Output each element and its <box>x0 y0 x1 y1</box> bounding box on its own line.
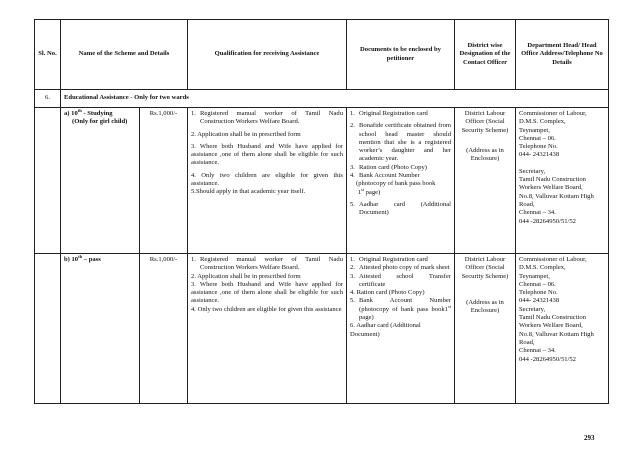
header-qualification: Qualification for receiving Assistance <box>188 20 347 90</box>
list-item: 5. Aadhar card (Additional Document) <box>350 200 451 217</box>
header-documents: Documents to be enclosed by petitioner <box>347 20 455 90</box>
header-district: District wise Designation of the Contact Officer <box>455 20 516 90</box>
district-officer-cell <box>455 254 516 404</box>
head-office-cell: Commissioner of Labour, D.M.S. Complex, Teynampet, Chennai – 06. Telephone No. 044- 24321438 Secretary, Tamil Nadu Construction Workers Welfare Board, No.8, Valluvar Kottam High Road, Chennai – 34. 044 -28264950/51/52 <box>516 108 609 254</box>
page-number: 293 <box>584 434 595 442</box>
list-item: 2. Application shall be in prescribed form <box>191 272 301 280</box>
qualification-cell <box>188 254 347 404</box>
header-head-office: Department Head/ Head Office Address/Telephone No Details <box>516 20 609 90</box>
scheme-name-suffix: – pass <box>82 256 101 263</box>
section-title: Educational Assistance - Only for two wards <box>61 90 609 108</box>
header-sl: Sl. No. <box>35 20 61 90</box>
superscript: th <box>78 253 83 259</box>
table-row <box>35 254 609 404</box>
amount-cell: Rs.1,000/- <box>140 254 188 404</box>
list-item: 4. Only two children are eligible for given this assistance. <box>191 171 343 188</box>
district-officer: District Labour Officer (Social Security Scheme) <box>461 110 509 134</box>
district-officer-cell <box>455 108 516 254</box>
head-office-cell: Commissioner of Labour, D.M.S. Complex, Teynampet, Chennai – 06. Telephone No. 044- 24321438 Secretary, Tamil Nadu Construction Workers Welfare Board, No.8, Valluvar Kottam High Road, Chennai – 34. 044 -28264950/51/52 <box>516 254 609 404</box>
list-item: 5.Should apply in that academic year itself. <box>191 188 306 196</box>
district-officer: District Labour Officer (Social Security Scheme) <box>461 256 509 280</box>
list-item: 5. Bank Account Number (photocopy of bank pass book1st page) <box>350 297 451 322</box>
list-item: 3. Attested school Transfer certificate <box>350 272 451 288</box>
address-note: (Address as in Enclosure) <box>466 298 504 315</box>
empty-cell <box>35 108 61 254</box>
section-row <box>35 90 609 108</box>
list-item: 1. Original Registration card <box>350 110 428 117</box>
list-item-continued: (photocopy of bank pass book 1st page) <box>356 180 436 196</box>
scheme-cell <box>61 108 140 254</box>
list-item: 2. Attested photo copy of mark sheet <box>350 264 450 272</box>
empty-cell <box>35 254 61 404</box>
list-item: 1. Original Registration card <box>350 256 428 263</box>
address-note: (Address as in Enclosure) <box>466 146 504 163</box>
list-item: 1. Registered manual worker of Tamil Nadu Construction Workers Welfare Board. <box>191 110 343 126</box>
table-row <box>35 108 609 254</box>
list-item: 3. Ration card (Photo Copy) <box>350 163 427 171</box>
scheme-note: (Only for girl child) <box>72 118 128 126</box>
list-item: 2. Bonafide certificate obtained from school head master should mention that she is a registered worker’s daughter and her academic year. <box>350 122 451 163</box>
list-item: 2. Application shall be in prescribed form <box>191 130 301 138</box>
list-item: 4. Bank Account Number <box>350 172 420 180</box>
list-item: 1. Registered manual worker of Tamil Nadu Construction Workers Welfare Board. <box>191 256 343 272</box>
header-row <box>35 20 609 90</box>
list-item: 3. Where both Husband and Wife have applied for assistance ,one of them alone shall be eligible for such assistance. <box>191 142 343 167</box>
superscript: th <box>77 107 82 113</box>
list-item: 4. Only two children are eligible for given this assistance <box>191 305 342 313</box>
scheme-cell <box>61 254 140 404</box>
amount-cell: Rs.1,000/- <box>140 108 188 254</box>
header-scheme: Name of the Scheme and Details <box>61 20 188 90</box>
documents-cell <box>347 108 455 254</box>
scheme-name-suffix: - Studying <box>81 110 113 117</box>
scheme-table <box>34 19 609 404</box>
documents-cell <box>347 254 455 404</box>
section-number: 6. <box>35 90 61 108</box>
list-item: 3. Where both Husband and Wife have applied for assistance ,one of them alone shall be eligible for such assistance. <box>191 280 343 305</box>
scheme-name: a) 10 <box>64 110 78 117</box>
qualification-cell <box>188 108 347 254</box>
list-item: 4. Ration card (Photo Copy) <box>350 289 425 297</box>
list-item: 6. Aadhar card (Additional Document) <box>350 322 421 338</box>
scheme-name: b) 10 <box>64 256 79 263</box>
